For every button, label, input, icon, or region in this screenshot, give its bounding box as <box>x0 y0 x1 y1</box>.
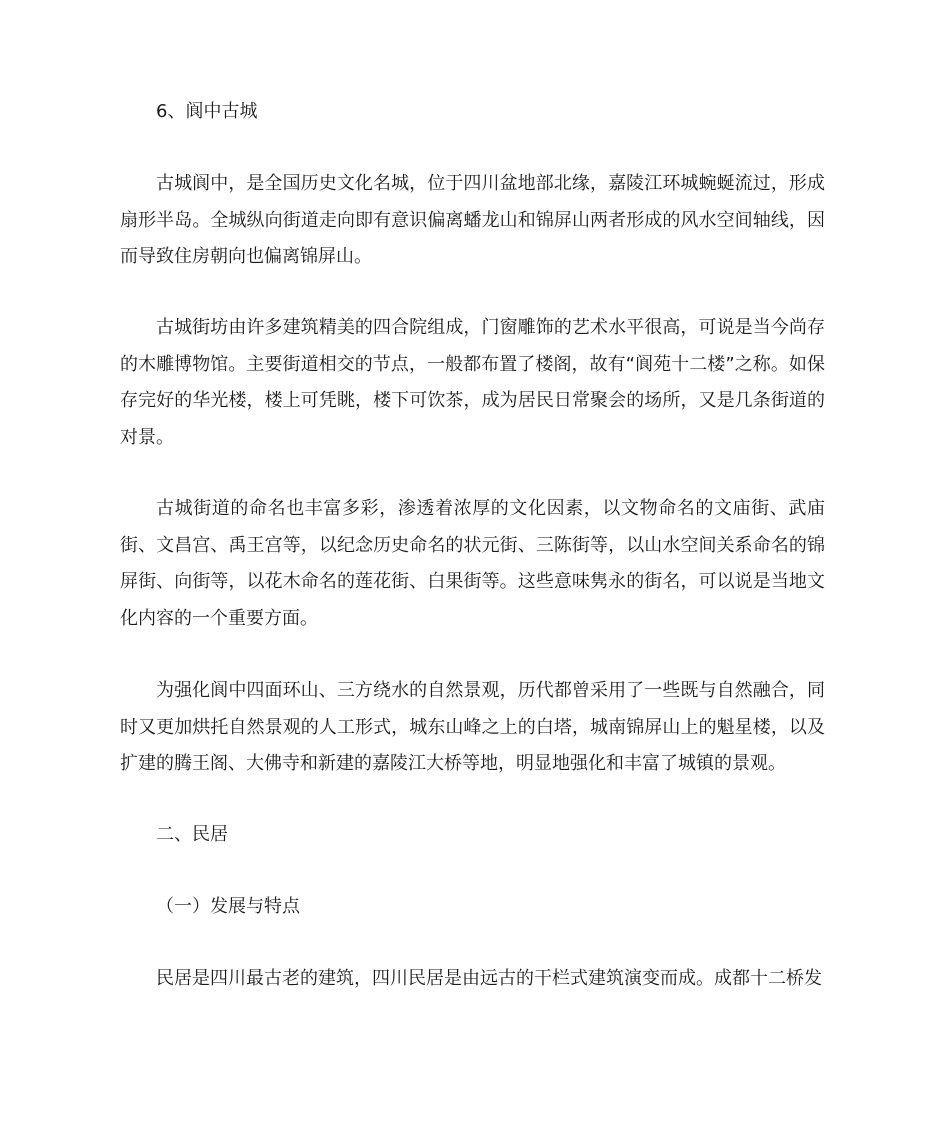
paragraph-2: 古城街坊由许多建筑精美的四合院组成，门窗雕饰的艺术水平很高，可说是当今尚存的木雕博物馆。主要街道相交的节点，一般都布置了楼阁，故有“阆苑十二楼”之称。如保存完好的华光楼，楼上可凭眺，楼下可饮茶，成为居民日常聚会的场所，又是几条街道的对景。 <box>120 317 825 448</box>
paragraph-5: 民居是四川最古老的建筑，四川民居是由远古的干栏式建筑演变而成。成都十二桥发 <box>156 968 822 989</box>
paragraph-3: 古城街道的命名也丰富多彩，渗透着浓厚的文化因素，以文物命名的文庙街、武庙街、文昌宫、禹王宫等，以纪念历史命名的状元街、三陈街等，以山水空间关系命名的锦屏街、向街等，以花木命名的莲花街、白果街等。这些意味隽永的街名，可以说是当地文化内容的一个重要方面。 <box>120 498 825 629</box>
paragraph-1: 古城阆中，是全国历史文化名城，位于四川盆地部北缘，嘉陵江环城蜿蜒流过，形成扇形半岛。全城纵向街道走向即有意识偏离蟠龙山和锦屏山两者形成的风水空间轴线，因而导致住房朝向也偏离锦屏山。 <box>120 173 825 267</box>
paragraph-4: 为强化阆中四面环山、三方绕水的自然景观，历代都曾采用了一些既与自然融合，同时又更加烘托自然景观的人工形式，城东山峰之上的白塔，城南锦屏山上的魁星楼，以及扩建的腾王阁、大佛寺和新建的嘉陵江大桥等地，明显地强化和丰富了城镇的景观。 <box>120 680 825 774</box>
subsection-heading: （一）发展与特点 <box>156 896 300 917</box>
chapter-heading: 二、民居 <box>156 824 228 845</box>
section-heading: 6、阆中古城 <box>156 101 258 122</box>
